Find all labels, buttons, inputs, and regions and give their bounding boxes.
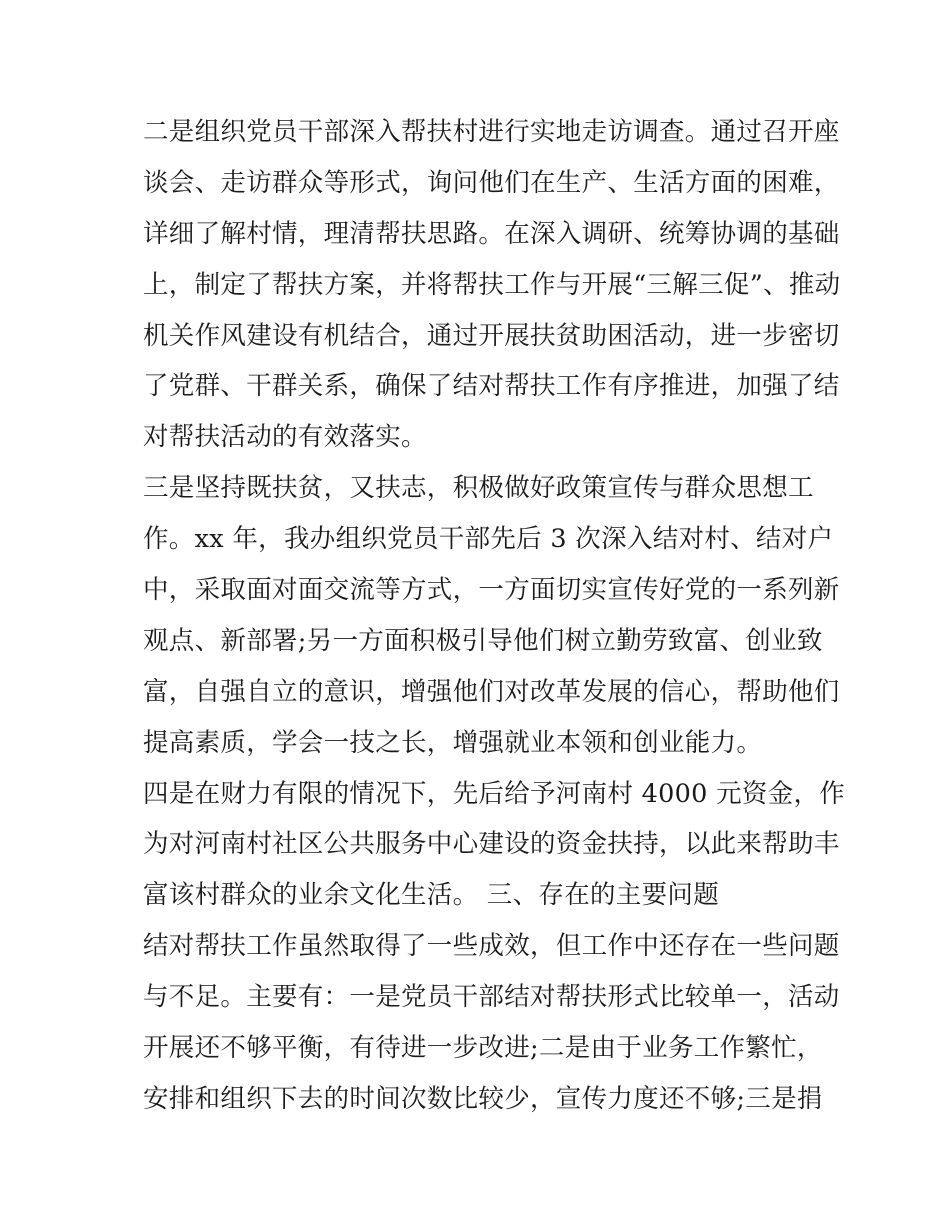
text-line: 机关作风建设有机结合，通过开展扶贫助困活动，进一步密切	[143, 320, 840, 351]
text-line: 结对帮扶工作虽然取得了一些成效，但工作中还存在一些问题	[143, 931, 840, 962]
text-line: 观点、新部署;另一方面积极引导他们树立勤劳致富、创业致	[143, 625, 823, 656]
text-line: 上，制定了帮扶方案，并将帮扶工作与开展“三解三促”、推动	[143, 269, 841, 300]
text-line: 了党群、干群关系，确保了结对帮扶工作有序推进，加强了结	[143, 371, 840, 402]
text-line: 与不足。主要有：一是党员干部结对帮扶形式比较单一，活动	[143, 982, 840, 1013]
text-line: 中，采取面对面交流等方式，一方面切实宣传好党的一系列新	[143, 575, 840, 606]
text-line: 富该村群众的业余文化生活。 三、存在的主要问题	[143, 880, 720, 911]
text-line: 开展还不够平衡，有待进一步改进;二是由于业务工作繁忙，	[143, 1033, 823, 1064]
text-line: 对帮扶活动的有效落实。	[143, 422, 427, 453]
text-line: 提高素质，学会一技之长，增强就业本领和创业能力。	[143, 727, 763, 758]
text-line: 富，自强自立的意识，增强他们对改革发展的信心，帮助他们	[143, 676, 840, 707]
text-line: 四是在财力有限的情况下，先后给予河南村 4000 元资金，作	[143, 778, 846, 809]
text-line: 安排和组织下去的时间次数比较少，宣传力度还不够;三是捐	[143, 1083, 823, 1114]
text-line: 详细了解村情，理清帮扶思路。在深入调研、统筹协调的基础	[143, 218, 840, 249]
text-line: 三是坚持既扶贫，又扶志，积极做好政策宣传与群众思想工	[143, 473, 814, 504]
document-body	[143, 107, 846, 1125]
text-line: 为对河南村社区公共服务中心建设的资金扶持，以此来帮助丰	[143, 829, 840, 860]
text-line: 二是组织党员干部深入帮扶村进行实地走访调查。通过召开座	[143, 117, 840, 147]
text-line: 谈会、走访群众等形式，询问他们在生产、生活方面的困难，	[143, 167, 840, 198]
text-line: 作。xx 年，我办组织党员干部先后 3 次深入结对村、结对户	[143, 524, 834, 555]
